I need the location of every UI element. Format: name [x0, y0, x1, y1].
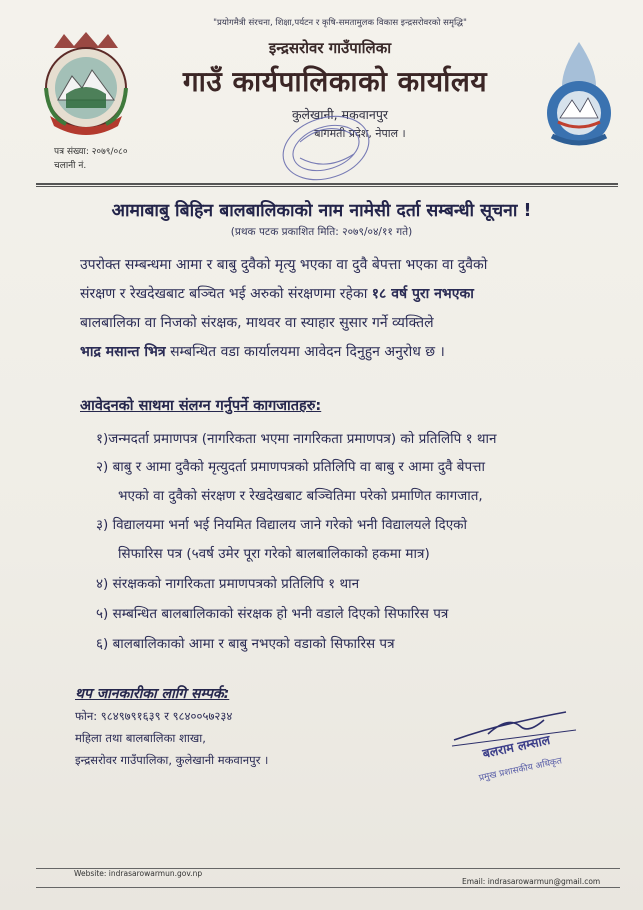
- document-item-1: १)जन्मदर्ता प्रमाणपत्र (नागरिकता भएमा नागरिकता प्रमाणपत्र) को प्रतिलिपि १ थान: [96, 431, 497, 447]
- government-emblem-logo: [36, 28, 136, 140]
- office-title: गाउँ कार्यपालिकाको कार्यालय: [182, 65, 488, 98]
- contact-branch: महिला तथा बालबालिका शाखा,: [75, 731, 206, 745]
- contact-office: इन्द्रसरोवर गाउँपालिका, कुलेखानी मकवानपुर ।: [75, 753, 269, 767]
- document-item-2: २) बाबु र आमा दुवैको मृत्युदर्ता प्रमाणपत्रको प्रतिलिपि वा बाबु र आमा दुवै बेपत्ता: [96, 459, 485, 475]
- document-item-5: ५) सम्बन्धित बालबालिकाको संरक्षक हो भनी वडाले दिएको सिफारिस पत्र: [96, 606, 449, 622]
- contact-phone: फोन: ९८४९७९१६३९ र ९८४००५७२३४: [75, 709, 233, 723]
- signatory-designation: प्रमुख प्रशासकीय अधिकृत: [478, 756, 563, 784]
- reference-number: पत्र संख्या: २०७९/०८०: [54, 147, 128, 157]
- footer-email: Email: indrasarowarmun@gmail.com: [462, 877, 601, 886]
- signature-block: [448, 708, 588, 808]
- header-divider: [36, 183, 618, 185]
- dispatch-number: चलानी नं.: [54, 161, 87, 171]
- municipality-logo: [534, 38, 624, 148]
- footer-divider-bottom: [36, 887, 620, 888]
- notice-body-line-3: बालबालिका वा निजको संरक्षक, माथवर वा स्याहार सुसार गर्ने व्यक्तिले: [80, 315, 434, 331]
- municipality-name: इन्द्रसरोवर गाउँपालिका: [268, 39, 392, 57]
- document-item-3-cont: सिफारिस पत्र (५वर्ष उमेर पूरा गरेको बालबालिकाको हकमा मात्र): [118, 546, 430, 562]
- published-date: (प्रथक पटक प्रकाशित मिति: २०७९/०४/११ गते): [230, 226, 413, 238]
- office-address: कुलेखानी, मकवानपुर: [291, 107, 389, 122]
- signatory-name: बलराम लम्साल: [481, 732, 552, 761]
- contact-heading: थप जानकारीका लागि सम्पर्क:: [75, 686, 230, 702]
- footer-website: Website: indrasarowarmun.gov.np: [74, 869, 203, 878]
- notice-body-line-1: उपरोक्त सम्बन्धमा आमा र बाबु दुवैको मृत्यु भएका वा दुवै बेपत्ता भएका वा दुवैको: [80, 257, 488, 273]
- document-item-2-cont: भएको वा दुवैको संरक्षण र रेखदेखबाट बञ्चितिमा परेको प्रमाणित कागजात,: [118, 488, 483, 504]
- notice-title: आमाबाबु बिहिन बालबालिकाको नाम नामेसी दर्ता सम्बन्धी सूचना !: [111, 201, 532, 221]
- age-condition: १८ वर्ष पुरा नभएका: [371, 286, 474, 302]
- header-divider-thin: [36, 186, 618, 187]
- notice-body-line-2: संरक्षण र रेखदेखबाट बञ्चित भई अरुको संरक्षणमा रहेका १८ वर्ष पुरा नभएका: [80, 286, 474, 302]
- office-stamp: [270, 112, 382, 186]
- document-item-4: ४) संरक्षकको नागरिकता प्रमाणपत्रको प्रतिलिपि १ थान: [96, 576, 360, 592]
- header-slogan: "प्रयोगमैत्री संरचना, शिक्षा,पर्यटन र कृषि-समतामुलक विकास इन्द्रसरोवरको समृद्धि": [213, 18, 467, 28]
- deadline: भाद्र मसान्त भित्र: [80, 344, 166, 360]
- office-province: बागमती प्रदेश, नेपाल ।: [314, 127, 406, 140]
- notice-body-line-4: भाद्र मसान्त भित्र सम्बन्धित वडा कार्यालयमा आवेदन दिनुहुन अनुरोध छ ।: [80, 344, 445, 360]
- document-item-3: ३) विद्यालयमा भर्ना भई नियमित विद्यालय जाने गरेको भनी विद्यालयले दिएको: [96, 517, 468, 533]
- document-item-6: ६) बालबालिकाको आमा र बाबु नभएको वडाको सिफारिस पत्र: [96, 636, 395, 652]
- documents-heading: आवेदनको साथमा संलग्न गर्नुपर्ने कागजातहरु:: [80, 398, 322, 414]
